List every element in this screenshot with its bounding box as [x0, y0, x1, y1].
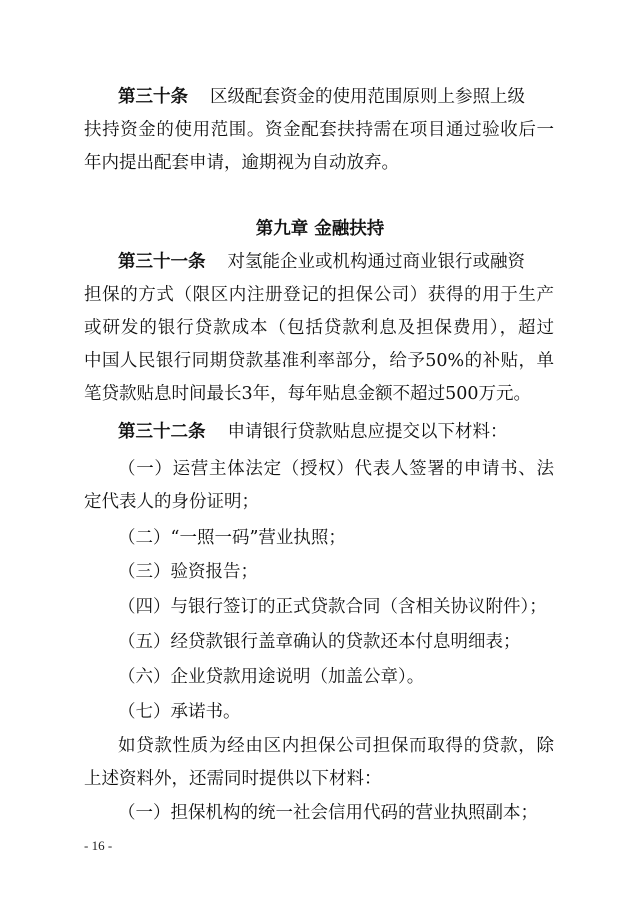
guarantee-line-1: 如贷款性质为经由区内担保公司担保而取得的贷款，除	[118, 736, 554, 756]
chapter-heading: 第九章 金融扶持	[255, 219, 385, 239]
guarantee-line-3: （一）担保机构的统一社会信用代码的营业执照副本；	[118, 803, 538, 823]
material-item-6: （六）企业贷款用途说明（加盖公章）。	[118, 667, 425, 687]
material-item-7: （七）承诺书。	[118, 702, 241, 722]
material-item-5: （五）经贷款银行盖章确认的贷款还本付息明细表；	[118, 632, 521, 652]
article31-line-4: 中国人民银行同期贷款基准利率部分，给予50%的补贴，单	[84, 351, 554, 371]
article31-line-3: 或研发的银行贷款成本（包括贷款利息及担保费用），超过	[84, 318, 554, 338]
article32-text-1: 申请银行贷款贴息应提交以下材料：	[227, 422, 508, 442]
material-item-4: （四）与银行签订的正式贷款合同（含相关协议附件）；	[118, 597, 547, 617]
article31-line-1	[118, 251, 554, 273]
article30-text-1: 区级配套资金的使用范围原则上参照上级	[210, 87, 525, 107]
page-number: - 16 -	[84, 838, 113, 853]
article32-title: 第三十二条	[118, 422, 206, 442]
article30-title: 第三十条	[118, 87, 188, 107]
article31-line-2: 担保的方式（限区内注册登记的担保公司）获得的用于生产	[84, 285, 554, 305]
article31-title: 第三十一条	[118, 252, 206, 272]
article31-text-1: 对氢能企业或机构通过商业银行或融资	[227, 252, 525, 272]
guarantee-line-2: 上述资料外，还需同时提供以下材料：	[84, 769, 382, 789]
material-item-1-line-2: 定代表人的身份证明；	[84, 492, 259, 512]
article32-line-1	[118, 421, 554, 443]
article30-line-1	[118, 86, 554, 108]
material-item-2: （二）“一照一码”营业执照；	[118, 528, 346, 548]
material-item-3: （三）验资报告；	[118, 562, 258, 582]
article30-line-3: 年内提出配套申请，逾期视为自动放弃。	[84, 153, 399, 173]
material-item-1-line-1: （一）运营主体法定（授权）代表人签署的申请书、法	[118, 459, 554, 479]
article30-line-2: 扶持资金的使用范围。资金配套扶持需在项目通过验收后一	[84, 120, 554, 140]
article31-line-5: 笔贷款贴息时间最长3年，每年贴息金额不超过500万元。	[84, 384, 532, 404]
